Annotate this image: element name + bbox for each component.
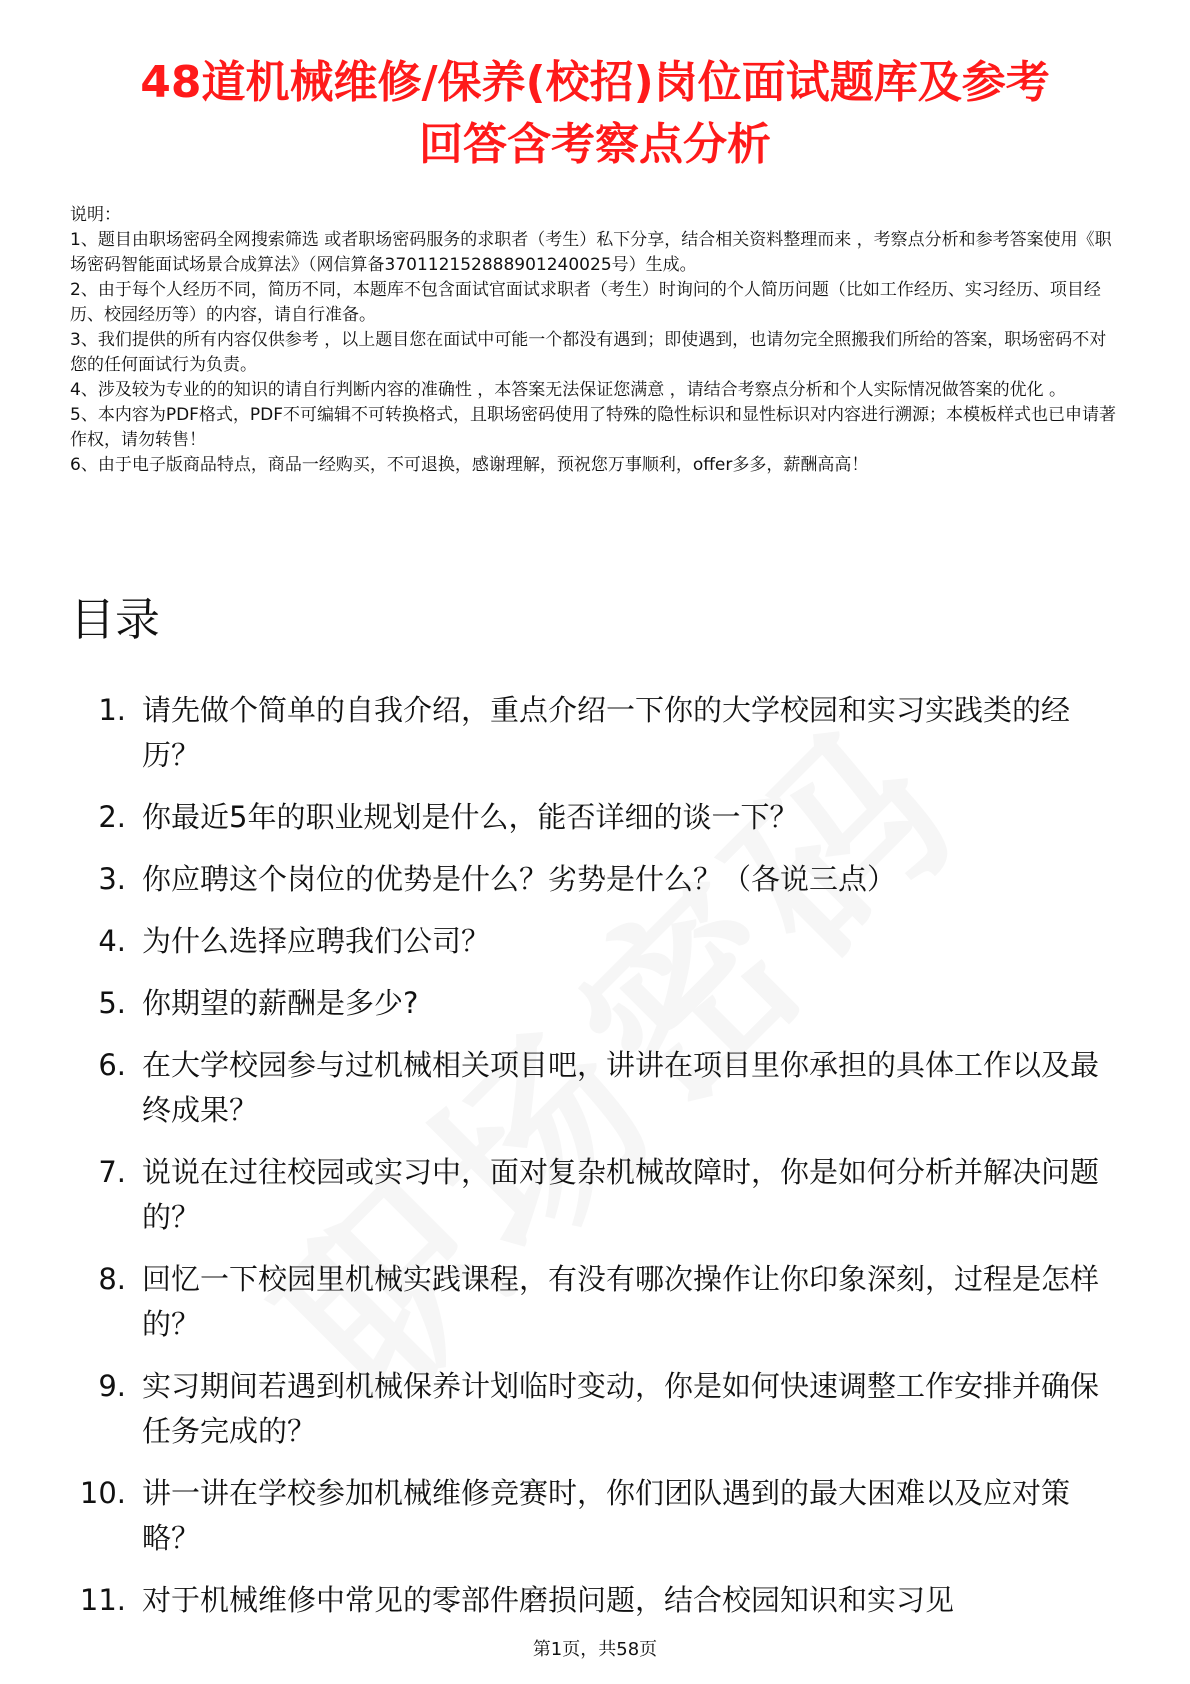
title-line-1: 48道机械维修/保养(校招)岗位面试题库及参考 <box>140 57 1050 108</box>
intro-notes <box>70 203 1120 478</box>
toc-item-text: 你期望的薪酬是多少? <box>142 986 419 1020</box>
toc-item-number: 11. <box>79 1583 126 1617</box>
toc-item-text: 为什么选择应聘我们公司？ <box>142 924 491 958</box>
toc-item-text: 讲一讲在学校参加机械维修竞赛时，你们团队遇到的最大困难以及应对策略？ <box>142 1476 1071 1555</box>
toc-item-text: 说说在过往校园或实习中，面对复杂机械故障时，你是如何分析并解决问题的？ <box>142 1155 1100 1234</box>
toc-item[interactable] <box>70 1471 1120 1561</box>
toc-item-number: 4. <box>98 924 126 958</box>
toc-item[interactable] <box>70 1257 1120 1347</box>
toc-item[interactable] <box>70 981 1120 1026</box>
document-title <box>70 52 1120 176</box>
intro-note-4: 4、涉及较为专业的的知识的请自行判断内容的准确性 ，本答案无法保证您满意 ，请结合考察点分析和个人实际情况做答案的优化 。 <box>70 380 1067 400</box>
toc-item[interactable] <box>70 857 1120 902</box>
toc-item-text: 请先做个简单的自我介绍，重点介绍一下你的大学校园和实习实践类的经历？ <box>142 693 1071 772</box>
toc-item[interactable] <box>70 795 1120 840</box>
intro-heading: 说明： <box>70 205 121 225</box>
intro-note-2: 2、由于每个人经历不同，简历不同，本题库不包含面试官面试求职者（考生）时询问的个人简历问题（比如工作经历、实习经历、项目经历、校园经历等）的内容，请自行准备。 <box>70 280 1101 325</box>
toc-item[interactable] <box>70 688 1120 778</box>
toc-item[interactable] <box>70 1043 1120 1133</box>
toc-item-number: 7. <box>98 1155 126 1189</box>
toc-item-number: 6. <box>98 1048 126 1082</box>
toc-list <box>70 688 1120 1640</box>
page-footer: 第1页，共58页 <box>532 1639 658 1660</box>
toc-item-text: 对于机械维修中常见的零部件磨损问题，结合校园知识和实习见 <box>142 1583 955 1617</box>
toc-item-number: 2. <box>98 800 126 834</box>
toc-item-number: 10. <box>79 1476 126 1510</box>
toc-heading: 目录 <box>70 593 161 646</box>
toc-item-number: 5. <box>98 986 126 1020</box>
toc-item-number: 3. <box>98 862 126 896</box>
intro-note-1: 1、题目由职场密码全网搜索筛选 或者职场密码服务的求职者（考生）私下分享，结合相关资料整理而来 ，考察点分析和参考答案使用《职场密码智能面试场景合成算法》（网信算备370112152888901240025号）生成。 <box>70 230 1112 275</box>
title-line-2: 回答含考察点分析 <box>419 119 771 170</box>
toc-item-text: 实习期间若遇到机械保养计划临时变动，你是如何快速调整工作安排并确保任务完成的？ <box>142 1369 1100 1448</box>
toc-item-text: 你最近5年的职业规划是什么，能否详细的谈一下？ <box>142 800 799 834</box>
toc-item-number: 9. <box>98 1369 126 1403</box>
toc-item-number: 1. <box>98 693 126 727</box>
toc-item-text: 在大学校园参与过机械相关项目吧，讲讲在项目里你承担的具体工作以及最终成果？ <box>142 1048 1100 1127</box>
intro-note-6: 6、由于电子版商品特点，商品一经购买，不可退换，感谢理解，预祝您万事顺利，offer多多，薪酬高高！ <box>70 455 869 475</box>
toc-item-number: 8. <box>98 1262 126 1296</box>
toc-item-text: 回忆一下校园里机械实践课程，有没有哪次操作让你印象深刻，过程是怎样的？ <box>142 1262 1100 1341</box>
intro-note-3: 3、我们提供的所有内容仅供参考 ，以上题目您在面试中可能一个都没有遇到；即使遇到，也请勿完全照搬我们所给的答案，职场密码不对您的任何面试行为负责。 <box>70 330 1107 375</box>
toc-item[interactable] <box>70 1150 1120 1240</box>
toc-item[interactable] <box>70 919 1120 964</box>
intro-note-5: 5、本内容为PDF格式，PDF不可编辑不可转换格式，且职场密码使用了特殊的隐性标识和显性标识对内容进行溯源；本模板样式也已申请著作权，请勿转售！ <box>70 405 1117 450</box>
toc-item-text: 你应聘这个岗位的优势是什么？劣势是什么？（各说三点） <box>142 862 897 896</box>
toc-item[interactable] <box>70 1364 1120 1454</box>
toc-item[interactable] <box>70 1578 1120 1623</box>
